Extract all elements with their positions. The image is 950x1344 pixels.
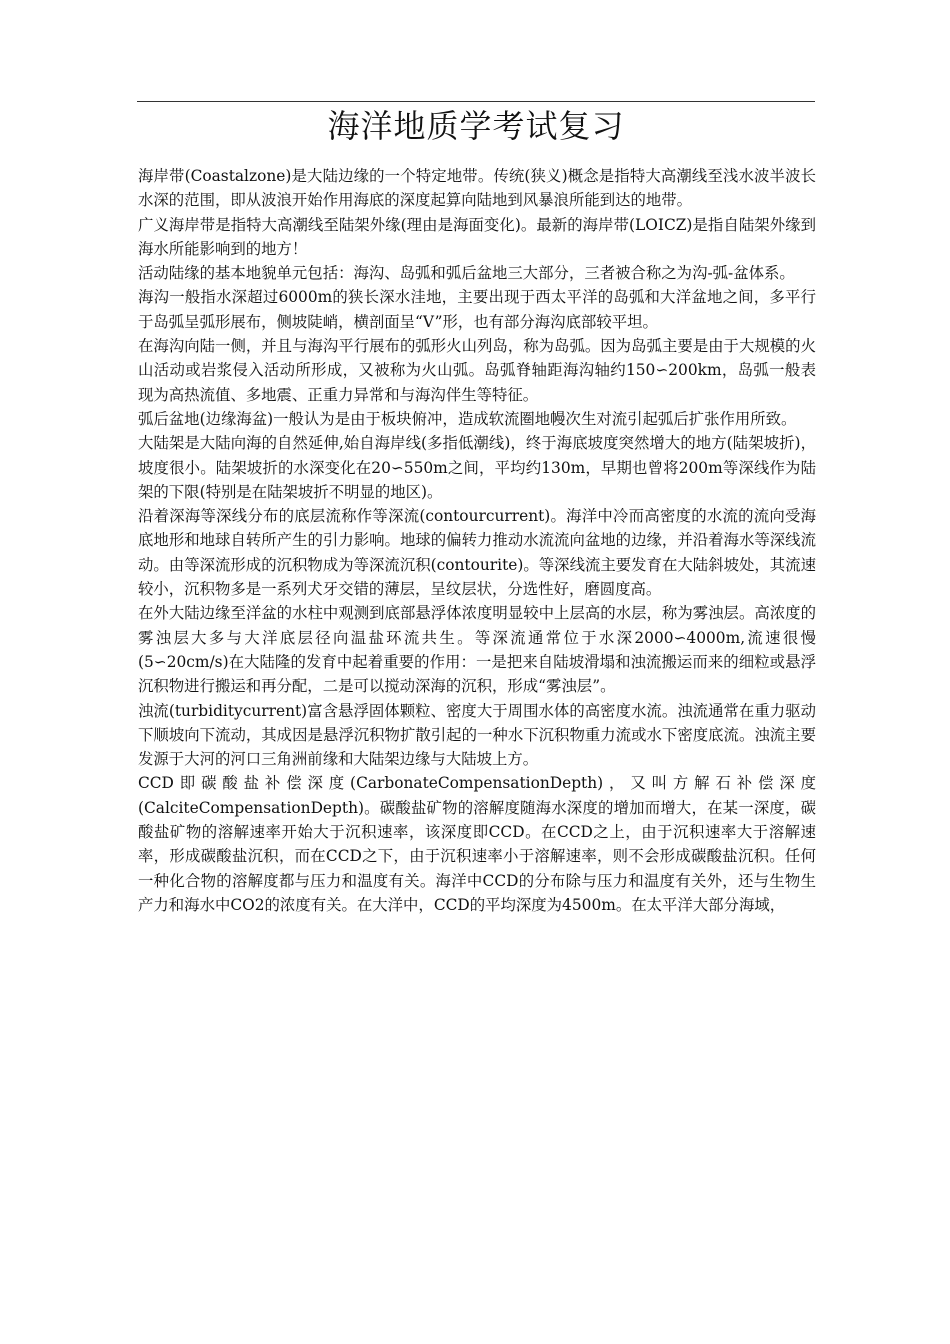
paragraph-island-arc: 在海沟向陆一侧，并且与海沟平行展布的弧形火山列岛，称为岛弧。因为岛弧主要是由于大规模的火山活动或岩浆侵入活动所形成，又被称为火山弧。岛弧脊轴距海沟轴约150∽200km，岛弧一般表现为高热流值、多地震、正重力异常和与海沟伴生等特征。 [138,337,816,404]
header-rule [137,101,815,102]
paragraph-trench: 海沟一般指水深超过6000m的狭长深水洼地，主要出现于西太平洋的岛弧和大洋盆地之间，多平行于岛弧呈弧形展布，侧坡陡峭，横剖面呈“V”形，也有部分海沟底部较平坦。 [138,288,816,331]
paragraph-nepheloid-layer: 在外大陆边缘至洋盆的水柱中观测到底部悬浮体浓度明显较中上层高的水层，称为雾浊层。高浓度的雾浊层大多与大洋底层径向温盐环流共生。等深流通常位于水深2000∽4000m,流速很慢(5∽20cm/s)在大陆隆的发育中起着重要的作用：一是把来自陆坡滑塌和浊流搬运而来的细粒或悬浮沉积物进行搬运和再分配，二是可以搅动深海的沉积，形成“雾浊层”。 [138,604,816,696]
paragraph-contour-current: 沿着深海等深线分布的底层流称作等深流(contourcurrent)。海洋中冷而高密度的水流的流向受海底地形和地球自转所产生的引力影响。地球的偏转力推动水流流向盆地的边缘，并沿着海水等深线流动。由等深流形成的沉积物成为等深流沉积(contourite)。等深线流主要发育在大陆斜坡处，其流速较小，沉积物多是一系列犬牙交错的薄层，呈纹层状，分选性好，磨圆度高。 [138,507,816,599]
paragraph-coastal-zone: 海岸带(Coastalzone)是大陆边缘的一个特定地带。传统(狭义)概念是指特大高潮线至浅水波半波长水深的范围，即从波浪开始作用海底的深度起算向陆地到风暴浪所能到达的地带。 [138,167,816,210]
paragraph-turbidity-current: 浊流(turbiditycurrent)富含悬浮固体颗粒、密度大于周围水体的高密度水流。浊流通常在重力驱动下顺坡向下流动，其成因是悬浮沉积物扩散引起的一种水下沉积物重力流或水下密度底流。浊流主要发源于大河的河口三角洲前缘和大陆架边缘与大陆坡上方。 [138,701,816,769]
paragraph-back-arc-basin: 弧后盆地(边缘海盆)一般认为是由于板块俯冲，造成软流圈地幔次生对流引起弧后扩张作用所致。 [138,409,797,428]
paragraph-ccd: CCD即碳酸盐补偿深度(CarbonateCompensationDepth)，又叫方解石补偿深度(CalciteCompensationDepth)。碳酸盐矿物的溶解度随海水深度的增加而增大，在某一深度，碳酸盐矿物的溶解速率开始大于沉积速率，该深度即CCD。在CCD之上，由于沉积速率大于溶解速率，形成碳酸盐沉积，而在CCD之下，由于沉积速率小于溶解速率，则不会形成碳酸盐沉积。任何一种化合物的溶解度都与压力和温度有关。海洋中CCD的分布除与压力和温度有关外，还与生物生产力和海水中CO2的浓度有关。在大洋中，CCD的平均深度为4500m。在太平洋大部分海域， [138,774,816,914]
paragraph-active-margin: 活动陆缘的基本地貌单元包括：海沟、岛弧和弧后盆地三大部分，三者被合称之为沟-弧-盆体系。 [138,264,795,283]
paragraph-broad-coastal-zone: 广义海岸带是指特大高潮线至陆架外缘(理由是海面变化)。最新的海岸带(LOICZ)是指自陆架外缘到海水所能影响到的地方！ [138,215,816,258]
paragraph-continental-shelf: 大陆架是大陆向海的自然延伸,始自海岸线(多指低潮线)，终于海底坡度突然增大的地方(陆架坡折)，坡度很小。陆架坡折的水深变化在20∽550m之间，平均约130m，早期也曾将200m等深线作为陆架的下限(特别是在陆架坡折不明显的地区)。 [138,434,816,501]
document-body [138,164,816,917]
document-title: 海洋地质学考试复习 [327,107,625,145]
